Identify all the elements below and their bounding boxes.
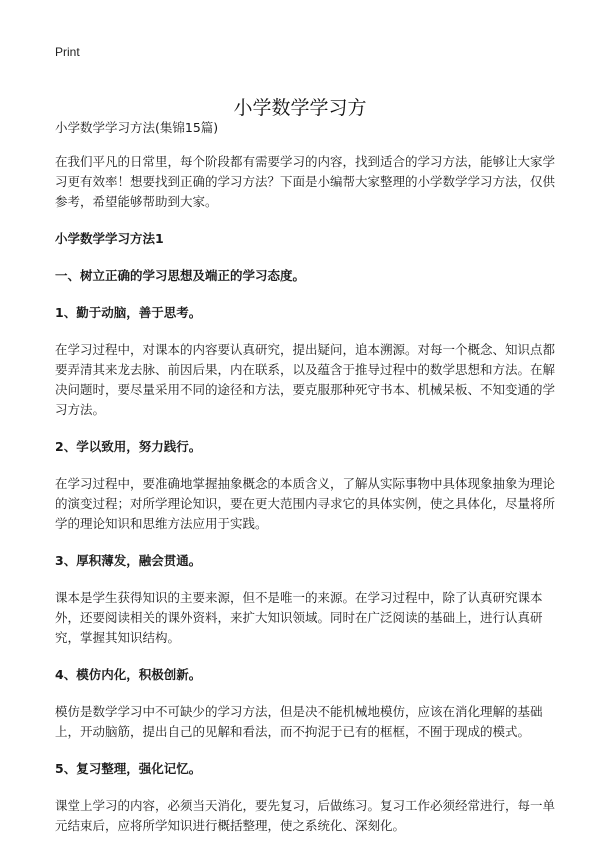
print-label: Print <box>55 45 80 59</box>
item-heading: 5、复习整理，强化记忆。 <box>55 761 202 776</box>
document-subtitle: 小学数学学习方法(集锦15篇) <box>55 120 219 135</box>
item-body: 课本是学生获得知识的主要来源，但不是唯一的来源。在学习过程中，除了认真研究课本外，还要阅读相关的课外资料，来扩大知识领域。同时在广泛阅读的基础上，进行认真研究，掌握其知识结构。 <box>55 590 543 645</box>
item-heading: 1、勤于动脑，善于思考。 <box>55 305 202 320</box>
document-body <box>55 118 555 853</box>
item-body: 模仿是数学学习中不可缺少的学习方法，但是决不能机械地模仿，应该在消化理解的基础上，开动脑筋，提出自己的见解和看法，而不拘泥于已有的框框，不囿于现成的模式。 <box>55 704 543 739</box>
document-title: 小学数学学习方 <box>233 96 367 119</box>
item-heading: 3、厚积薄发，融会贯通。 <box>55 553 202 568</box>
item-body: 在学习过程中，要准确地掌握抽象概念的本质含义，了解从实际事物中具体现象抽象为理论的演变过程；对所学理论知识，要在更大范围内寻求它的具体实例，使之具体化，尽量将所学的理论知识和思维方法应用于实践。 <box>55 476 556 531</box>
item-heading: 4、模仿内化，积极创新。 <box>55 667 202 682</box>
section-title: 小学数学学习方法1 <box>55 231 164 246</box>
part-heading: 一、树立正确的学习思想及端正的学习态度。 <box>55 268 306 283</box>
item-body: 课堂上学习的内容，必须当天消化，要先复习，后做练习。复习工作必须经常进行，每一单元结束后，应将所学知识进行概括整理，使之系统化、深刻化。 <box>55 798 556 833</box>
item-heading: 2、学以致用，努力践行。 <box>55 439 202 454</box>
item-body: 在学习过程中，对课本的内容要认真研究，提出疑问，追本溯源。对每一个概念、知识点都要弄清其来龙去脉、前因后果，内在联系，以及蕴含于推导过程中的数学思想和方法。在解决问题时，要尽量采用不同的途径和方法，要克服那种死守书本、机械呆板、不知变通的学习方法。 <box>55 342 556 417</box>
intro-paragraph: 在我们平凡的日常里，每个阶段都有需要学习的内容，找到适合的学习方法，能够让大家学习更有效率！想要找到正确的学习方法？下面是小编帮大家整理的小学数学学习方法，仅供参考，希望能够帮助到大家。 <box>55 154 556 209</box>
